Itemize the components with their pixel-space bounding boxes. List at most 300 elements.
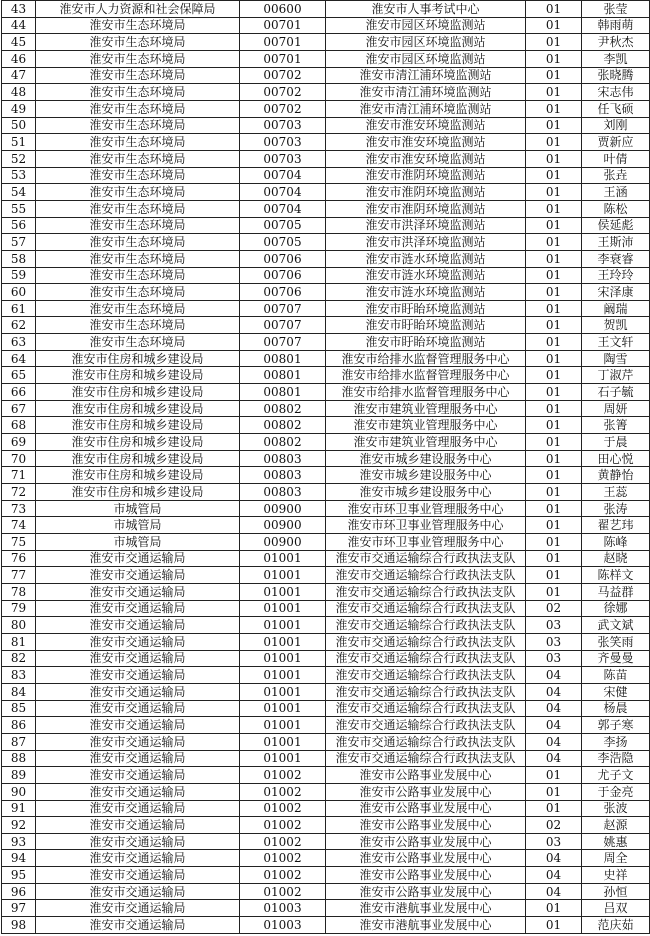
position-cell: 01 (526, 567, 582, 584)
unit-cell: 淮安市给排水监督管理服务中心 (326, 350, 526, 367)
code-cell: 01001 (240, 733, 326, 750)
department-cell: 淮安市交通运输局 (36, 617, 240, 634)
unit-cell: 淮安市环卫事业管理服务中心 (326, 500, 526, 517)
table-row (2, 850, 650, 867)
position-cell: 01 (526, 150, 582, 167)
unit-cell: 淮安市港航事业发展中心 (326, 900, 526, 917)
department-cell: 淮安市交通运输局 (36, 750, 240, 767)
unit-cell: 淮安市给排水监督管理服务中心 (326, 384, 526, 401)
row-number-cell: 54 (2, 184, 36, 201)
person-name-cell: 张箐 (582, 417, 650, 434)
table-row (2, 800, 650, 817)
unit-cell: 淮安市洪泽环境监测站 (326, 234, 526, 251)
table-row (2, 450, 650, 467)
row-number-cell: 92 (2, 817, 36, 834)
table-row (2, 84, 650, 101)
code-cell: 01002 (240, 800, 326, 817)
position-cell: 04 (526, 750, 582, 767)
unit-cell: 淮安市交通运输综合行政执法支队 (326, 717, 526, 734)
unit-cell: 淮安市公路事业发展中心 (326, 833, 526, 850)
person-name-cell: 王涵 (582, 184, 650, 201)
row-number-cell: 66 (2, 384, 36, 401)
department-cell: 淮安市交通运输局 (36, 833, 240, 850)
department-cell: 淮安市生态环境局 (36, 234, 240, 251)
department-cell: 淮安市住房和城乡建设局 (36, 384, 240, 401)
person-name-cell: 于金亮 (582, 783, 650, 800)
code-cell: 01001 (240, 600, 326, 617)
department-cell: 淮安市交通运输局 (36, 883, 240, 900)
table-row (2, 883, 650, 900)
unit-cell: 淮安市淮阴环境监测站 (326, 184, 526, 201)
unit-cell: 淮安市人事考试中心 (326, 1, 526, 18)
code-cell: 01002 (240, 850, 326, 867)
position-cell: 01 (526, 550, 582, 567)
table-row (2, 717, 650, 734)
person-name-cell: 赵源 (582, 817, 650, 834)
code-cell: 00703 (240, 117, 326, 134)
person-name-cell: 陈苗 (582, 667, 650, 684)
position-cell: 03 (526, 633, 582, 650)
person-name-cell: 阚瑞 (582, 300, 650, 317)
row-number-cell: 89 (2, 767, 36, 784)
department-cell: 淮安市生态环境局 (36, 67, 240, 84)
row-number-cell: 94 (2, 850, 36, 867)
department-cell: 淮安市住房和城乡建设局 (36, 400, 240, 417)
code-cell: 00900 (240, 500, 326, 517)
position-cell: 01 (526, 450, 582, 467)
department-cell: 淮安市交通运输局 (36, 850, 240, 867)
code-cell: 00704 (240, 167, 326, 184)
row-number-cell: 63 (2, 334, 36, 351)
position-cell: 01 (526, 267, 582, 284)
code-cell: 00704 (240, 200, 326, 217)
unit-cell: 淮安市盱眙环境监测站 (326, 334, 526, 351)
position-cell: 03 (526, 617, 582, 634)
position-cell: 04 (526, 667, 582, 684)
department-cell: 淮安市住房和城乡建设局 (36, 434, 240, 451)
row-number-cell: 48 (2, 84, 36, 101)
unit-cell: 淮安市盱眙环境监测站 (326, 317, 526, 334)
table-row (2, 550, 650, 567)
row-number-cell: 61 (2, 300, 36, 317)
row-number-cell: 83 (2, 667, 36, 684)
unit-cell: 淮安市城乡建设服务中心 (326, 484, 526, 501)
row-number-cell: 64 (2, 350, 36, 367)
department-cell: 淮安市生态环境局 (36, 267, 240, 284)
code-cell: 01003 (240, 917, 326, 934)
person-name-cell: 周全 (582, 850, 650, 867)
position-cell: 01 (526, 1, 582, 18)
department-cell: 淮安市生态环境局 (36, 17, 240, 34)
department-cell: 淮安市生态环境局 (36, 184, 240, 201)
table-row (2, 767, 650, 784)
table-row (2, 150, 650, 167)
row-number-cell: 80 (2, 617, 36, 634)
unit-cell: 淮安市公路事业发展中心 (326, 800, 526, 817)
table-row (2, 100, 650, 117)
position-cell: 01 (526, 17, 582, 34)
position-cell: 01 (526, 84, 582, 101)
department-cell: 淮安市住房和城乡建设局 (36, 350, 240, 367)
code-cell: 00701 (240, 17, 326, 34)
department-cell: 淮安市交通运输局 (36, 733, 240, 750)
table-row (2, 733, 650, 750)
code-cell: 00900 (240, 534, 326, 551)
position-cell: 01 (526, 317, 582, 334)
department-cell: 淮安市生态环境局 (36, 167, 240, 184)
table-row (2, 467, 650, 484)
person-name-cell: 张涛 (582, 500, 650, 517)
unit-cell: 淮安市交通运输综合行政执法支队 (326, 567, 526, 584)
code-cell: 01001 (240, 750, 326, 767)
row-number-cell: 50 (2, 117, 36, 134)
row-number-cell: 86 (2, 717, 36, 734)
code-cell: 00703 (240, 134, 326, 151)
person-name-cell: 周妍 (582, 400, 650, 417)
unit-cell: 淮安市公路事业发展中心 (326, 850, 526, 867)
row-number-cell: 44 (2, 17, 36, 34)
person-name-cell: 陈样文 (582, 567, 650, 584)
department-cell: 淮安市交通运输局 (36, 867, 240, 884)
code-cell: 01003 (240, 900, 326, 917)
position-cell: 01 (526, 367, 582, 384)
person-name-cell: 孙恒 (582, 883, 650, 900)
table-row (2, 567, 650, 584)
row-number-cell: 57 (2, 234, 36, 251)
code-cell: 00803 (240, 450, 326, 467)
position-cell: 01 (526, 34, 582, 51)
department-cell: 淮安市生态环境局 (36, 250, 240, 267)
row-number-cell: 56 (2, 217, 36, 234)
person-name-cell: 尤子文 (582, 767, 650, 784)
code-cell: 01002 (240, 833, 326, 850)
table-row (2, 284, 650, 301)
department-cell: 淮安市生态环境局 (36, 84, 240, 101)
department-cell: 淮安市交通运输局 (36, 667, 240, 684)
position-cell: 02 (526, 600, 582, 617)
person-name-cell: 于晨 (582, 434, 650, 451)
unit-cell: 淮安市交通运输综合行政执法支队 (326, 700, 526, 717)
position-cell: 01 (526, 400, 582, 417)
code-cell: 00701 (240, 50, 326, 67)
unit-cell: 淮安市清江浦环境监测站 (326, 100, 526, 117)
person-name-cell: 陶雪 (582, 350, 650, 367)
unit-cell: 淮安市盱眙环境监测站 (326, 300, 526, 317)
unit-cell: 淮安市交通运输综合行政执法支队 (326, 633, 526, 650)
table-row (2, 350, 650, 367)
table-row (2, 267, 650, 284)
code-cell: 00701 (240, 34, 326, 51)
table-row (2, 917, 650, 934)
code-cell: 01002 (240, 767, 326, 784)
position-cell: 01 (526, 534, 582, 551)
row-number-cell: 60 (2, 284, 36, 301)
unit-cell: 淮安市淮安环境监测站 (326, 134, 526, 151)
table-row (2, 600, 650, 617)
row-number-cell: 55 (2, 200, 36, 217)
position-cell: 01 (526, 300, 582, 317)
department-cell: 淮安市住房和城乡建设局 (36, 450, 240, 467)
unit-cell: 淮安市涟水环境监测站 (326, 284, 526, 301)
code-cell: 00801 (240, 350, 326, 367)
position-cell: 01 (526, 234, 582, 251)
department-cell: 淮安市生态环境局 (36, 50, 240, 67)
unit-cell: 淮安市建筑业管理服务中心 (326, 417, 526, 434)
person-name-cell: 韩雨萌 (582, 17, 650, 34)
code-cell: 00707 (240, 300, 326, 317)
person-name-cell: 任飞硕 (582, 100, 650, 117)
person-name-cell: 徐娜 (582, 600, 650, 617)
code-cell: 00705 (240, 217, 326, 234)
row-number-cell: 78 (2, 583, 36, 600)
department-cell: 淮安市人力资源和社会保障局 (36, 1, 240, 18)
roster-body (2, 1, 650, 934)
department-cell: 淮安市交通运输局 (36, 683, 240, 700)
person-name-cell: 武文斌 (582, 617, 650, 634)
code-cell: 00803 (240, 484, 326, 501)
code-cell: 01002 (240, 817, 326, 834)
unit-cell: 淮安市交通运输综合行政执法支队 (326, 667, 526, 684)
position-cell: 01 (526, 800, 582, 817)
row-number-cell: 97 (2, 900, 36, 917)
code-cell: 01001 (240, 683, 326, 700)
table-row (2, 534, 650, 551)
table-row (2, 184, 650, 201)
unit-cell: 淮安市建筑业管理服务中心 (326, 400, 526, 417)
position-cell: 04 (526, 867, 582, 884)
position-cell: 04 (526, 683, 582, 700)
position-cell: 04 (526, 883, 582, 900)
position-cell: 01 (526, 417, 582, 434)
person-name-cell: 李扬 (582, 733, 650, 750)
position-cell: 01 (526, 284, 582, 301)
code-cell: 00703 (240, 150, 326, 167)
row-number-cell: 87 (2, 733, 36, 750)
unit-cell: 淮安市淮阴环境监测站 (326, 167, 526, 184)
code-cell: 01001 (240, 717, 326, 734)
unit-cell: 淮安市洪泽环境监测站 (326, 217, 526, 234)
person-name-cell: 王蕊 (582, 484, 650, 501)
unit-cell: 淮安市园区环境监测站 (326, 50, 526, 67)
unit-cell: 淮安市淮安环境监测站 (326, 117, 526, 134)
code-cell: 00702 (240, 67, 326, 84)
person-name-cell: 丁淑芹 (582, 367, 650, 384)
code-cell: 00707 (240, 334, 326, 351)
person-name-cell: 贺凯 (582, 317, 650, 334)
unit-cell: 淮安市交通运输综合行政执法支队 (326, 583, 526, 600)
position-cell: 04 (526, 733, 582, 750)
unit-cell: 淮安市公路事业发展中心 (326, 867, 526, 884)
person-name-cell: 张笑雨 (582, 633, 650, 650)
row-number-cell: 65 (2, 367, 36, 384)
department-cell: 淮安市交通运输局 (36, 800, 240, 817)
table-row (2, 200, 650, 217)
person-name-cell: 赵晓 (582, 550, 650, 567)
code-cell: 01001 (240, 650, 326, 667)
position-cell: 03 (526, 650, 582, 667)
table-row (2, 683, 650, 700)
table-row (2, 34, 650, 51)
department-cell: 淮安市住房和城乡建设局 (36, 367, 240, 384)
department-cell: 市城管局 (36, 500, 240, 517)
department-cell: 淮安市交通运输局 (36, 600, 240, 617)
person-name-cell: 贾新应 (582, 134, 650, 151)
department-cell: 淮安市交通运输局 (36, 567, 240, 584)
department-cell: 淮安市交通运输局 (36, 917, 240, 934)
person-name-cell: 范庆茹 (582, 917, 650, 934)
person-name-cell: 陈松 (582, 200, 650, 217)
row-number-cell: 47 (2, 67, 36, 84)
row-number-cell: 46 (2, 50, 36, 67)
department-cell: 淮安市交通运输局 (36, 717, 240, 734)
unit-cell: 淮安市公路事业发展中心 (326, 783, 526, 800)
department-cell: 淮安市住房和城乡建设局 (36, 417, 240, 434)
department-cell: 淮安市交通运输局 (36, 700, 240, 717)
unit-cell: 淮安市环卫事业管理服务中心 (326, 517, 526, 534)
table-row (2, 1, 650, 18)
table-row (2, 650, 650, 667)
department-cell: 淮安市住房和城乡建设局 (36, 467, 240, 484)
unit-cell: 淮安市交通运输综合行政执法支队 (326, 650, 526, 667)
person-name-cell: 吕双 (582, 900, 650, 917)
table-row (2, 250, 650, 267)
person-name-cell: 宋健 (582, 683, 650, 700)
department-cell: 淮安市生态环境局 (36, 100, 240, 117)
position-cell: 01 (526, 900, 582, 917)
table-row (2, 750, 650, 767)
department-cell: 淮安市交通运输局 (36, 550, 240, 567)
person-name-cell: 张莹 (582, 1, 650, 18)
person-name-cell: 李浩隐 (582, 750, 650, 767)
code-cell: 00704 (240, 184, 326, 201)
code-cell: 00801 (240, 384, 326, 401)
code-cell: 01001 (240, 700, 326, 717)
row-number-cell: 82 (2, 650, 36, 667)
unit-cell: 淮安市园区环境监测站 (326, 17, 526, 34)
person-name-cell: 郭子寒 (582, 717, 650, 734)
person-name-cell: 刘刚 (582, 117, 650, 134)
person-name-cell: 张波 (582, 800, 650, 817)
person-name-cell: 李凯 (582, 50, 650, 67)
row-number-cell: 88 (2, 750, 36, 767)
row-number-cell: 98 (2, 917, 36, 934)
row-number-cell: 43 (2, 1, 36, 18)
table-row (2, 500, 650, 517)
position-cell: 01 (526, 384, 582, 401)
position-cell: 01 (526, 583, 582, 600)
row-number-cell: 85 (2, 700, 36, 717)
position-cell: 02 (526, 817, 582, 834)
table-row (2, 817, 650, 834)
person-name-cell: 宋泽康 (582, 284, 650, 301)
position-cell: 01 (526, 484, 582, 501)
row-number-cell: 90 (2, 783, 36, 800)
row-number-cell: 58 (2, 250, 36, 267)
row-number-cell: 75 (2, 534, 36, 551)
row-number-cell: 67 (2, 400, 36, 417)
position-cell: 01 (526, 217, 582, 234)
position-cell: 03 (526, 833, 582, 850)
department-cell: 淮安市生态环境局 (36, 150, 240, 167)
position-cell: 01 (526, 184, 582, 201)
position-cell: 01 (526, 100, 582, 117)
row-number-cell: 93 (2, 833, 36, 850)
department-cell: 淮安市生态环境局 (36, 34, 240, 51)
position-cell: 01 (526, 917, 582, 934)
person-name-cell: 李衰睿 (582, 250, 650, 267)
unit-cell: 淮安市建筑业管理服务中心 (326, 434, 526, 451)
department-cell: 淮安市生态环境局 (36, 317, 240, 334)
table-row (2, 117, 650, 134)
table-row (2, 867, 650, 884)
position-cell: 04 (526, 700, 582, 717)
code-cell: 00705 (240, 234, 326, 251)
row-number-cell: 69 (2, 434, 36, 451)
position-cell: 01 (526, 434, 582, 451)
row-number-cell: 45 (2, 34, 36, 51)
code-cell: 01001 (240, 567, 326, 584)
position-cell: 04 (526, 717, 582, 734)
position-cell: 01 (526, 134, 582, 151)
unit-cell: 淮安市公路事业发展中心 (326, 883, 526, 900)
department-cell: 市城管局 (36, 534, 240, 551)
position-cell: 01 (526, 767, 582, 784)
department-cell: 淮安市交通运输局 (36, 900, 240, 917)
code-cell: 00900 (240, 517, 326, 534)
table-row (2, 833, 650, 850)
row-number-cell: 95 (2, 867, 36, 884)
row-number-cell: 81 (2, 633, 36, 650)
row-number-cell: 96 (2, 883, 36, 900)
position-cell: 01 (526, 334, 582, 351)
row-number-cell: 49 (2, 100, 36, 117)
table-row (2, 134, 650, 151)
code-cell: 01001 (240, 617, 326, 634)
person-name-cell: 叶倩 (582, 150, 650, 167)
row-number-cell: 70 (2, 450, 36, 467)
unit-cell: 淮安市涟水环境监测站 (326, 250, 526, 267)
unit-cell: 淮安市交通运输综合行政执法支队 (326, 683, 526, 700)
table-row (2, 417, 650, 434)
unit-cell: 淮安市公路事业发展中心 (326, 767, 526, 784)
code-cell: 00702 (240, 84, 326, 101)
position-cell: 01 (526, 467, 582, 484)
position-cell: 01 (526, 517, 582, 534)
row-number-cell: 84 (2, 683, 36, 700)
code-cell: 00801 (240, 367, 326, 384)
department-cell: 淮安市交通运输局 (36, 767, 240, 784)
code-cell: 00802 (240, 434, 326, 451)
person-name-cell: 石子毓 (582, 384, 650, 401)
unit-cell: 淮安市涟水环境监测站 (326, 267, 526, 284)
unit-cell: 淮安市园区环境监测站 (326, 34, 526, 51)
department-cell: 淮安市交通运输局 (36, 633, 240, 650)
table-row (2, 367, 650, 384)
code-cell: 00802 (240, 400, 326, 417)
department-cell: 淮安市生态环境局 (36, 284, 240, 301)
position-cell: 01 (526, 783, 582, 800)
code-cell: 00600 (240, 1, 326, 18)
person-name-cell: 杨晨 (582, 700, 650, 717)
code-cell: 00707 (240, 317, 326, 334)
roster-table (1, 0, 650, 934)
table-row (2, 900, 650, 917)
row-number-cell: 71 (2, 467, 36, 484)
code-cell: 01002 (240, 867, 326, 884)
person-name-cell: 齐曼曼 (582, 650, 650, 667)
position-cell: 01 (526, 500, 582, 517)
unit-cell: 淮安市交通运输综合行政执法支队 (326, 550, 526, 567)
